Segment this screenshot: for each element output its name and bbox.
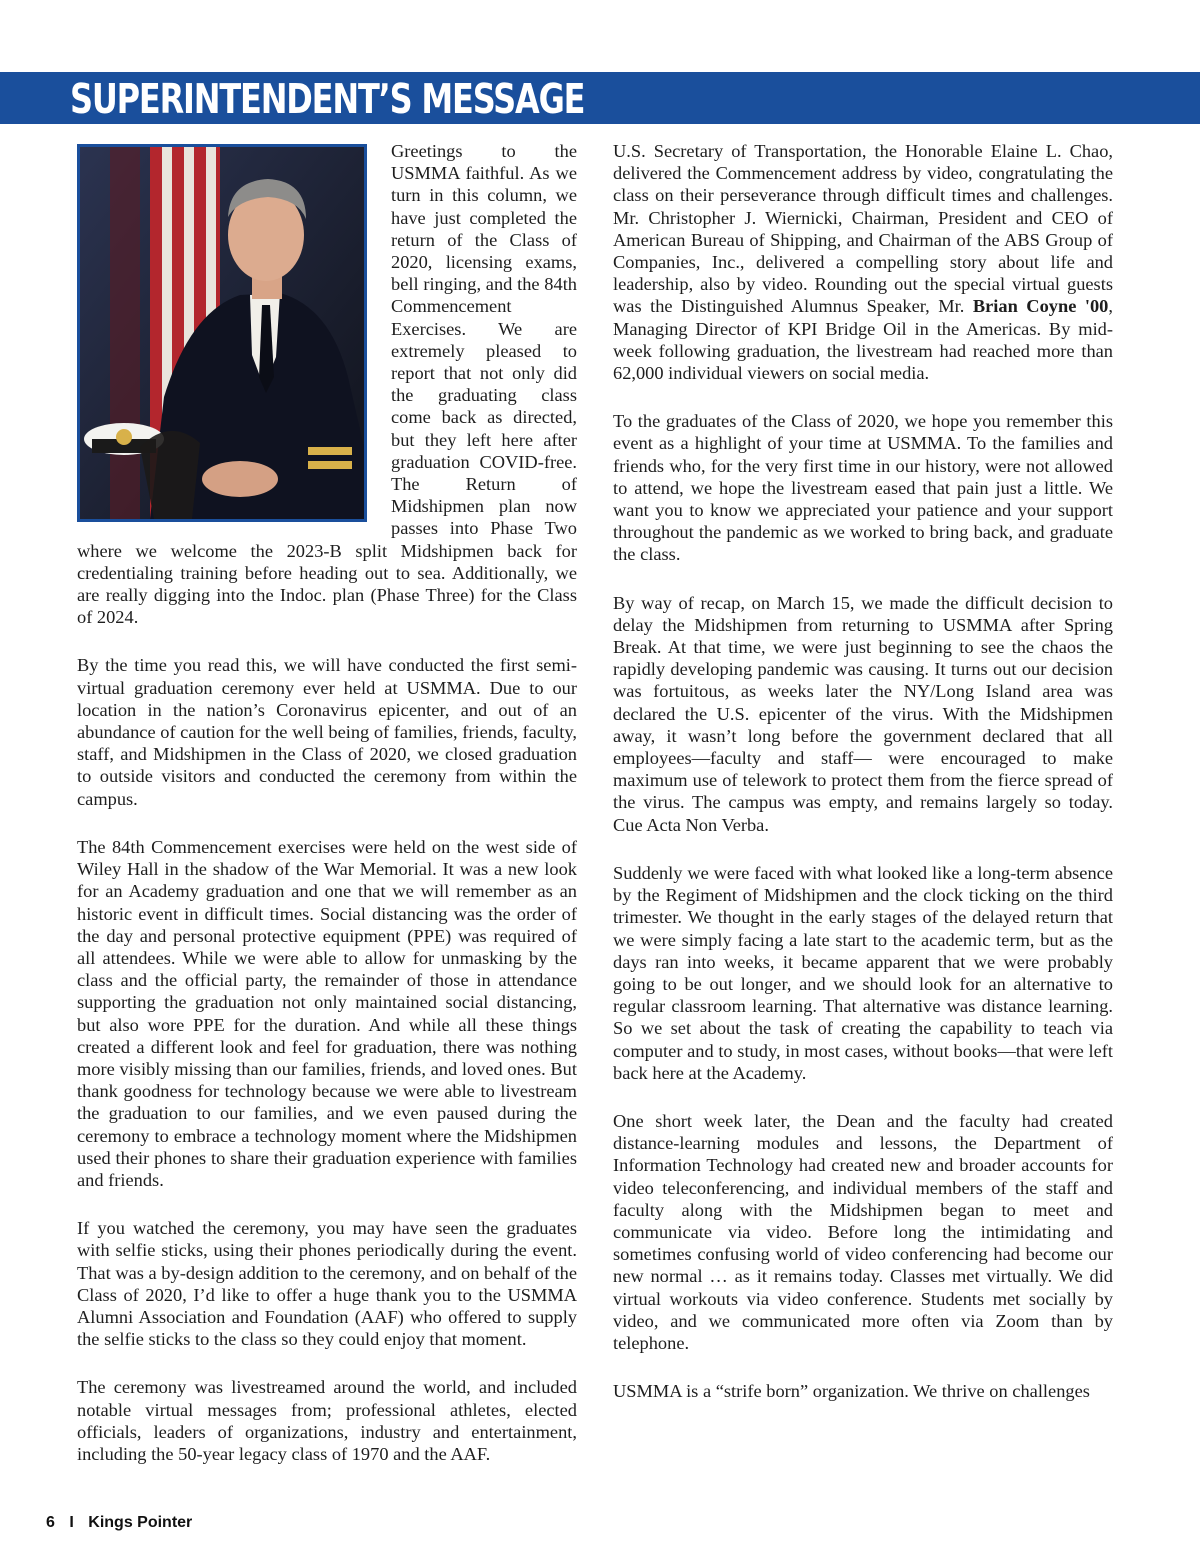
page-footer (46, 1514, 202, 1532)
right-paragraph-2: To the graduates of the Class of 2020, we hope you remember this event as a highlight of your time at USMMA. To the families and friends who, for the very first time in our history, were not allowed to attend, we hope the livestream eased that pain just a little. We want you to know we appreciated your patience and your support throughout the pandemic as we worked to bring back, and graduate the class. (613, 411, 1113, 565)
publication-name: Kings Pointer (88, 1514, 193, 1531)
alumnus-name: Brian Coyne '00 (972, 296, 1109, 317)
portrait-image (80, 147, 364, 519)
right-paragraph-1-text-a: U.S. Secretary of Transportation, the Honorable Elaine L. Chao, delivered the Commencement address by video, congratulating the class on their perseverance through difficult times and challenges. Mr. Christopher J. Wiernicki, Chairman, President and CEO of American Bureau of Shipping, and Chairman of the ABS Group of Companies, Inc., delivered a compelling story about life and leadership, also by video. Rounding out the special virtual guests was the Distinguished Alumnus Speaker, Mr. (613, 141, 1113, 317)
right-paragraph-1-text-b: , Managing Director of KPI Bridge Oil in the Americas. By mid-week following graduation, the livestream had reached more than 62,000 individual viewers on social media. (613, 296, 1113, 384)
left-column (77, 140, 577, 1491)
footer-separator: I (69, 1514, 74, 1531)
right-paragraph-3: By way of recap, on March 15, we made the difficult decision to delay the Midshipmen from returning to USMMA after Spring Break. At that time, we were just beginning to see the chaos the rapidly developing pandemic was causing. It turns out our decision was fortuitous, as weeks later the NY/Long Island area was declared the U.S. epicenter of the virus. With the Midshipmen away, it wasn’t long before the government declared that all employees—faculty and staff— were encouraged to make maximum use of telework to protect them from the fierce spread of the virus. The campus was empty, and remains largely so today. Cue Acta Non Verba. (613, 592, 1113, 835)
page-number: 6 (46, 1514, 55, 1531)
title-banner (0, 72, 1200, 124)
superintendent-portrait (77, 144, 367, 522)
right-paragraph-5: One short week later, the Dean and the faculty had created distance-learning modules and lessons, the Department of Information Technology had created new and broader accounts for video teleconferencing, and individual members of the staff and faculty along with the Midshipmen began to meet and communicate via video. Before long the intimidating and sometimes confusing world of video conferencing had become our new normal … as it remains today. Classes met virtually. We did virtual workouts via video conference. Students met socially by video, and we communicated more often via Zoom than by telephone. (613, 1110, 1113, 1353)
left-paragraph-3: The 84th Commencement exercises were held on the west side of Wiley Hall in the shadow of the War Memorial. It was a new look for an Academy graduation and one that we will remember as an historic event in difficult times. Social distancing was the order of the day and personal protective equipment (PPE) was required of all attendees. While we were able to allow for unmasking by the class and the official party, the remainder of those in attendance supporting the graduation not only maintained social distancing, but also wore PPE for the duration. And while all these things created a different look and feel for graduation, there was nothing more visibly missing than our families, friends, and loved ones. But thank goodness for technology because we were able to livestream the graduation to our families, and we even paused during the ceremony to embrace a technology moment where the Midshipmen used their phones to share their graduation experience with families and friends. (77, 836, 577, 1190)
left-paragraph-1: Greetings to the USMMA faithful. As we turn in this column, we have just completed the return of the Class of 2020, licensing exams, bell ringing, and the 84th Commencement Exercises. We are extremely pleased to report that not only did the graduating class come back as directed, but they left here after graduation COVID-free. The Return of Midshipmen plan now passes into Phase Two where we welcome the 2023-B split Midshipmen back for credentialing training before heading out to sea. Additionally, we are really digging into the Indoc. plan (Phase Three) for the Class of 2024. (77, 141, 577, 628)
left-paragraph-5: The ceremony was livestreamed around the world, and included notable virtual messages from; professional athletes, elected officials, leaders of organizations, industry and entertainment, including the 50-year legacy class of 1970 and the AAF. (77, 1377, 577, 1464)
left-paragraph-4: If you watched the ceremony, you may have seen the graduates with selfie sticks, using their phones periodically during the event. That was a by-design addition to the ceremony, and on behalf of the Class of 2020, I’d like to offer a huge thank you to the USMMA Alumni Association and Foundation (AAF) who offered to supply the selfie sticks to the class so they could enjoy that moment. (77, 1218, 577, 1350)
right-paragraph-4: Suddenly we were faced with what looked like a long-term absence by the Regiment of Midshipmen and the clock ticking on the third trimester. We thought in the early stages of the delayed return that we were simply facing a late start to the academic term, but as the days ran into weeks, it became apparent that we were probably going to be out longer, and we should look for an alternative to regular classroom learning. That alternative was distance learning. So we set about the task of creating the capability to teach via computer and to study, in most cases, without books—that were left back here at the Academy. (613, 862, 1113, 1083)
right-column (613, 140, 1113, 1428)
page-title: SUPERINTENDENT’S MESSAGE (70, 75, 585, 123)
left-paragraph-2: By the time you read this, we will have conducted the first semi-virtual graduation ceremony ever held at USMMA. Due to our location in the nation’s Coronavirus epicenter, and out of an abundance of caution for the well being of families, friends, faculty, staff, and Midshipmen in the Class of 2020, we closed graduation to outside visitors and conducted the ceremony from within the campus. (77, 655, 577, 809)
right-paragraph-1 (613, 140, 1113, 384)
right-paragraph-6: USMMA is a “strife born” organization. We thrive on challenges (613, 1381, 1090, 1402)
